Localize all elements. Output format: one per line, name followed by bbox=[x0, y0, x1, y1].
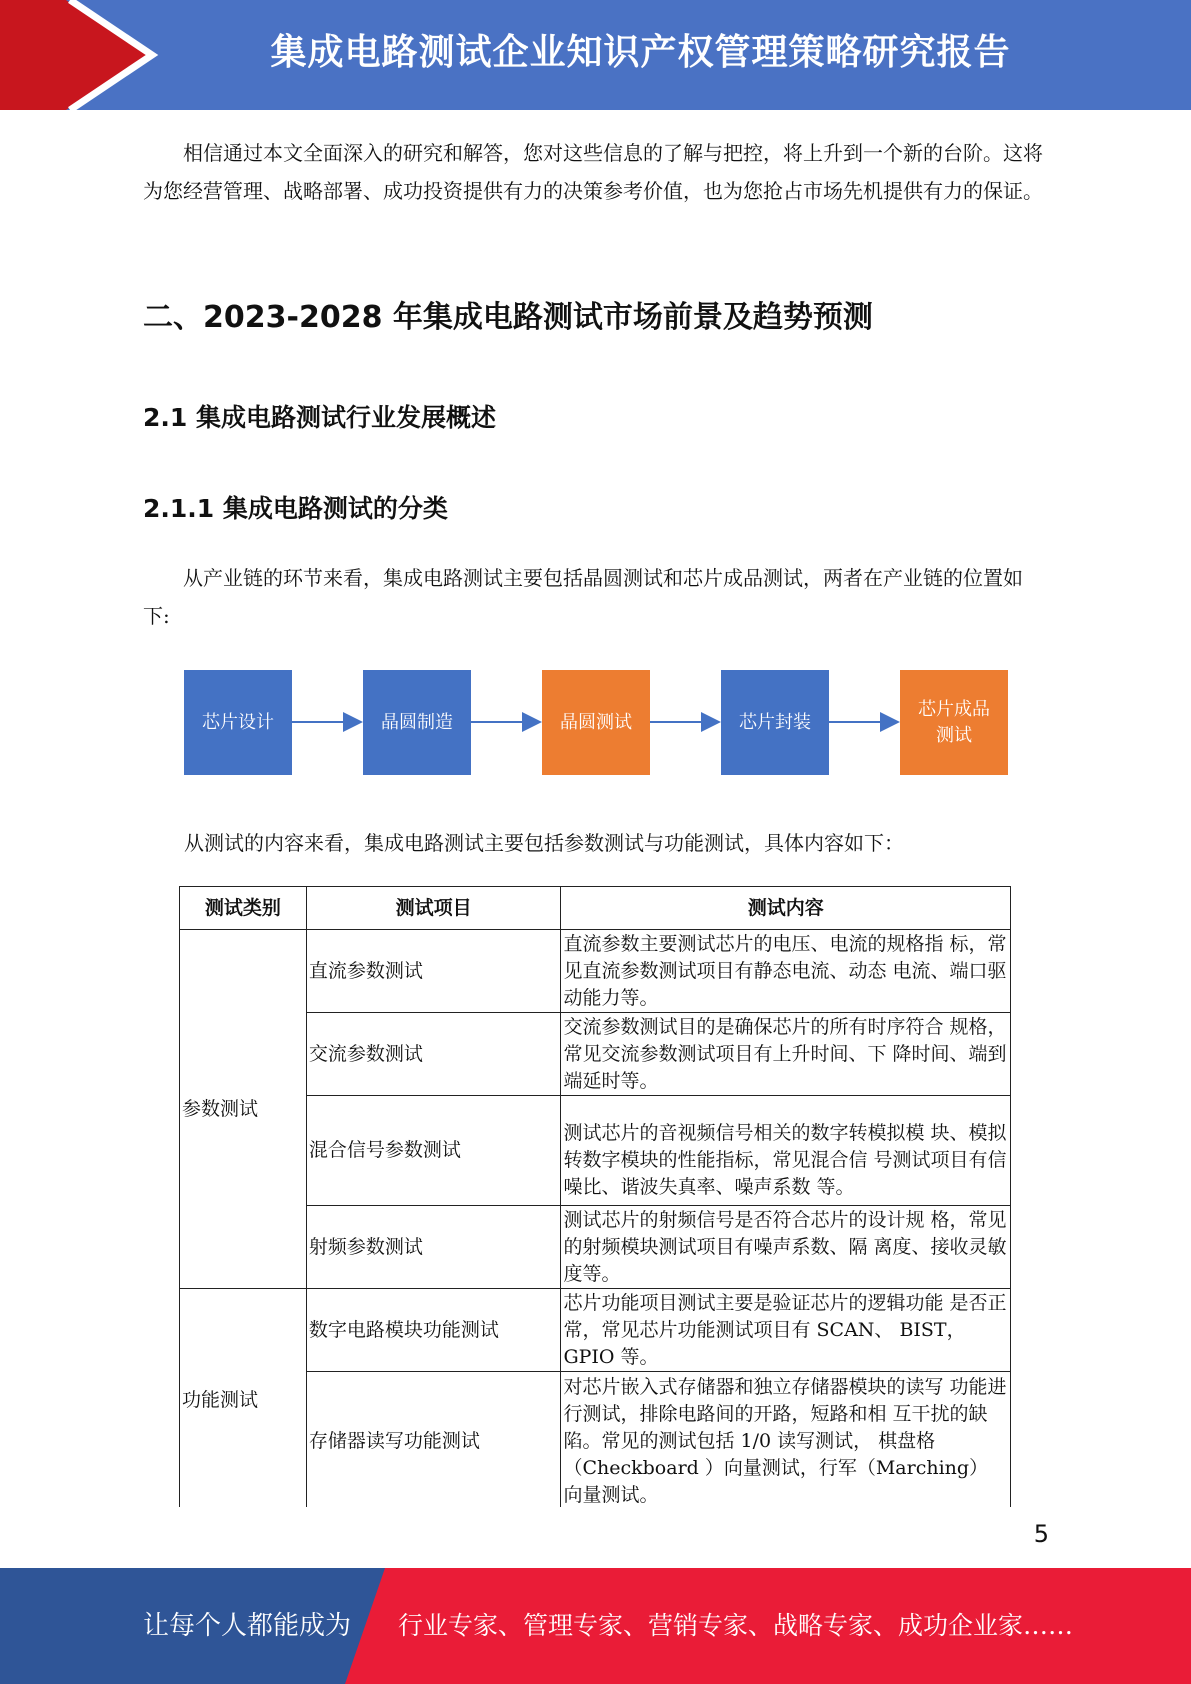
flow-step-wafer-test: 晶圆测试 bbox=[542, 670, 650, 775]
industry-chain-flow bbox=[184, 670, 1012, 776]
item-cell: 存储器读写功能测试 bbox=[306, 1372, 561, 1512]
item-cell: 交流参数测试 bbox=[306, 1013, 561, 1096]
category-cell: 参数测试 bbox=[180, 930, 307, 1289]
content-cell: 测试芯片的射频信号是否符合芯片的设计规 格，常见的射频模块测试项目有噪声系数、隔 离度、接收灵敏度等。 bbox=[561, 1206, 1011, 1289]
intro-paragraph: 相信通过本文全面深入的研究和解答，您对这些信息的了解与把控，将上升到一个新的台阶。这将为您经营管理、战略部署、成功投资提供有力的决策参考价值，也为您抢占市场先机提供有力的保证。 bbox=[143, 141, 1043, 203]
item-cell: 射频参数测试 bbox=[306, 1206, 561, 1289]
content-cell: 直流参数主要测试芯片的电压、电流的规格指 标，常见直流参数测试项目有静态电流、动态 电流、端口驱动能力等。 bbox=[561, 930, 1011, 1013]
flow-step-chip-package: 芯片封装 bbox=[721, 670, 829, 775]
content-cell: 芯片功能项目测试主要是验证芯片的逻辑功能 是否正常，常见芯片功能测试项目有 SCAN、 BIST，GPIO 等。 bbox=[561, 1289, 1011, 1372]
flow-step-chip-design: 芯片设计 bbox=[184, 670, 292, 775]
content-cell: 交流参数测试目的是确保芯片的所有时序符合 规格，常见交流参数测试项目有上升时间、下 降时间、端到端延时等。 bbox=[561, 1013, 1011, 1096]
test-classification-table bbox=[179, 886, 1011, 1512]
table-row bbox=[180, 1289, 1011, 1372]
subsection-heading: 2.1 集成电路测试行业发展概述 bbox=[143, 403, 496, 432]
table-header-row bbox=[180, 887, 1011, 930]
content-cell: 对芯片嵌入式存储器和独立存储器模块的读写 功能进行测试，排除电路间的开路，短路和相 互干扰的缺陷。常见的测试包括 1/0 读写测试， 棋盘格（Checkboard ）向量测试，行军（Marching） 向量测试。 bbox=[561, 1372, 1011, 1512]
header-chevron-icon bbox=[0, 0, 160, 110]
footer-slogan-left: 让每个人都能成为 bbox=[143, 1611, 352, 1641]
item-cell: 混合信号参数测试 bbox=[306, 1096, 561, 1206]
industry-chain-paragraph: 从产业链的环节来看，集成电路测试主要包括晶圆测试和芯片成品测试，两者在产业链的位置如下: bbox=[143, 566, 1023, 628]
subsubsection-heading: 2.1.1 集成电路测试的分类 bbox=[143, 494, 448, 523]
content-cell: 测试芯片的音视频信号相关的数字转模拟模 块、模拟转数字模块的性能指标，常见混合信 号测试项目有信噪比、谐波失真率、噪声系数 等。 bbox=[561, 1096, 1011, 1206]
category-cell: 功能测试 bbox=[180, 1289, 307, 1512]
item-cell: 数字电路模块功能测试 bbox=[306, 1289, 561, 1372]
header-category: 测试类别 bbox=[180, 887, 307, 930]
flow-step-final-test: 芯片成品测试 bbox=[900, 670, 1008, 775]
test-content-paragraph: 从测试的内容来看，集成电路测试主要包括参数测试与功能测试，具体内容如下： bbox=[184, 831, 904, 855]
section-heading: 二、2023-2028 年集成电路测试市场前景及趋势预测 bbox=[143, 300, 873, 335]
page-footer bbox=[0, 1568, 1191, 1684]
header-content: 测试内容 bbox=[561, 887, 1011, 930]
table-page-cut bbox=[0, 1507, 1191, 1515]
header-item: 测试项目 bbox=[306, 887, 561, 930]
report-title: 集成电路测试企业知识产权管理策略研究报告 bbox=[270, 32, 1011, 73]
table-row bbox=[180, 930, 1011, 1013]
item-cell: 直流参数测试 bbox=[306, 930, 561, 1013]
page-header bbox=[0, 0, 1191, 110]
footer-slogan-right: 行业专家、管理专家、营销专家、战略专家、成功企业家…… bbox=[398, 1611, 1074, 1640]
flow-step-wafer-fab: 晶圆制造 bbox=[363, 670, 471, 775]
page-number: 5 bbox=[1033, 1520, 1049, 1548]
